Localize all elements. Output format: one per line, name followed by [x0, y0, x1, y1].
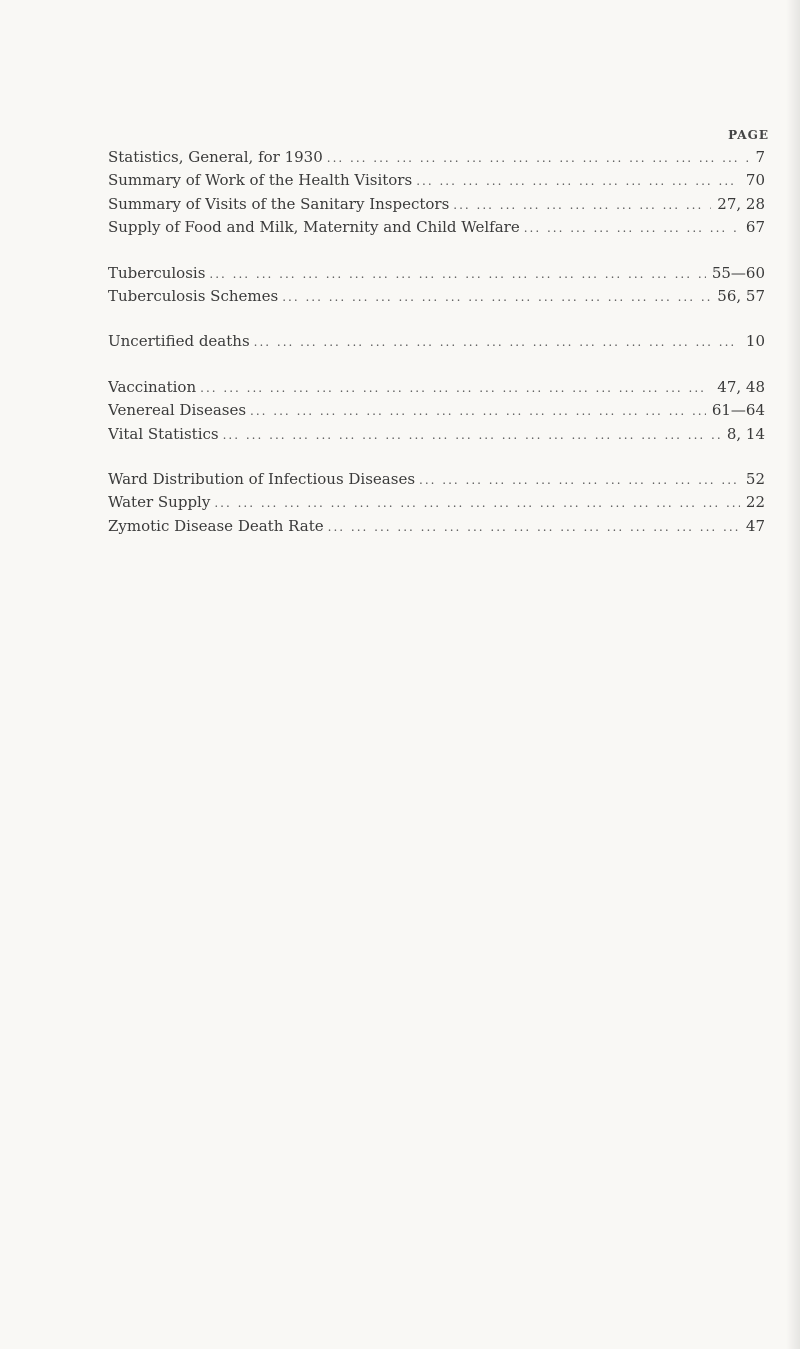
entry-page-number: 55—60: [711, 263, 765, 282]
dot-leader: [524, 217, 740, 239]
index-entry: [108, 285, 765, 308]
entry-page-number: 8, 14: [726, 424, 765, 443]
index-entry: [108, 491, 765, 514]
index-group-s: [108, 146, 765, 240]
entry-title: Uncertified deaths: [108, 332, 250, 351]
dot-leader: [209, 263, 705, 285]
entry-page-number: 27, 28: [717, 194, 765, 213]
entry-title: Vaccination: [108, 377, 197, 396]
entry-title: Statistics, General, for 1930: [108, 148, 323, 166]
dot-leader: [214, 492, 740, 514]
index-entry: [108, 399, 765, 422]
entry-title: Tuberculosis: [108, 263, 206, 282]
index-group-t: [108, 262, 765, 309]
entry-page-number: 56, 57: [717, 286, 765, 305]
index-entry: [108, 423, 765, 446]
index-entry: [108, 193, 765, 216]
entry-title: Tuberculosis Schemes: [108, 286, 279, 305]
dot-leader: [250, 400, 706, 422]
entry-page-number: 22: [745, 493, 765, 512]
index-entry: [108, 468, 765, 491]
entry-page-number: 10: [745, 332, 765, 351]
dot-leader: [223, 424, 721, 446]
dot-leader: [254, 331, 740, 353]
entry-title: Summary of Visits of the Sanitary Inspectors: [108, 194, 450, 213]
dot-leader: [419, 469, 740, 491]
index-group-u: [108, 330, 765, 353]
entry-page-number: 52: [745, 469, 765, 488]
index-entry: [108, 262, 765, 285]
index-entry: [108, 376, 765, 399]
entry-title: Water Supply: [108, 493, 211, 512]
entry-page-number: 70: [745, 171, 765, 190]
entry-title: Ward Distribution of Infectious Diseases: [108, 469, 416, 488]
entry-page-number: 47, 48: [717, 377, 765, 396]
entry-title: Vital Statistics: [108, 424, 219, 443]
entry-page-number: 47: [745, 516, 765, 535]
dot-leader: [328, 516, 740, 538]
index-group-w-z: [108, 468, 765, 538]
dot-leader: [327, 147, 750, 169]
entry-page-number: 7: [755, 148, 765, 166]
page-edge-shadow: [786, 0, 800, 1349]
index-entry: [108, 169, 765, 192]
dot-leader: [416, 170, 740, 192]
index-entry: [108, 146, 765, 169]
entry-title: Supply of Food and Milk, Maternity and Child Welfare: [108, 218, 520, 237]
index-group-v: [108, 376, 765, 446]
entry-title: Venereal Diseases: [108, 401, 247, 420]
dot-leader: [282, 286, 711, 308]
index-entry: [108, 515, 765, 538]
entry-page-number: 67: [745, 218, 765, 237]
dot-leader: [453, 194, 711, 216]
entry-title: Summary of Work of the Health Visitors: [108, 171, 413, 190]
entry-title: Zymotic Disease Death Rate: [108, 516, 324, 535]
index-entry: [108, 216, 765, 239]
index-entry: [108, 330, 765, 353]
entry-page-number: 61—64: [711, 401, 765, 420]
dot-leader: [200, 377, 711, 399]
index-page: [108, 124, 769, 538]
page-column-heading: PAGE: [728, 128, 769, 142]
